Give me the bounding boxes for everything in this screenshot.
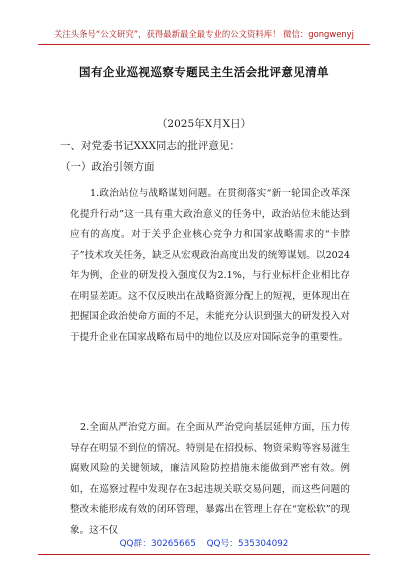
document-date: （2025年X月X日） (156, 118, 252, 130)
subsection-heading: （一）政治引领方面 (60, 161, 155, 173)
document-title: 国有企业巡视巡察专题民主生活会批评意见清单 (79, 65, 329, 79)
header-divider (38, 44, 370, 45)
body-paragraph-1: 1.政治站位与战略谋划问题。在贯彻落实“新一轮国企改革深化提升行动”这一具有重大政治意义的任务中，政治站位未能达到应有的高度。对于关乎企业核心竞争力和国家战略需求的“卡脖子”技术攻关任务，缺乏从宏观政治高度出发的统筹谋划。以2024年为例，企业的研发投入强度仅为2.1%，与行业标杆企业相比存在明显差距。这不仅反映出在战略资源分配上的短视，更体现出在把握国企政治使命方面的不足，未能充分认识到强大的研发投入对于提升企业在国家战略布局中的地位以及应对国际竞争的重要性。 (70, 188, 350, 343)
section-heading: 一、对党委书记XXX同志的批评意见： (60, 140, 240, 152)
footer-divider (38, 554, 370, 555)
promo-banner: 关注头条号“公文研究”，获得最新最全最专业的公文资料库！ 微信：gongwenyj (54, 29, 354, 39)
body-paragraph-2: 2.全面从严治党方面。在全面从严治党向基层延伸方面，压力传导存在明显不到位的情况。特别是在招投标、物资采购等容易滋生腐败风险的关键领域，廉洁风险防控措施未能做到严密有效。例如，在巡察过程中发现存在3起违规关联交易问题，而这些问题的整改未能形成有效的闭环管理，暴露出在管理上存在“宽松软”的现象。这不仅 (70, 422, 350, 536)
footer-contact: QQ群：30265665 QQ号：535304092 (119, 539, 289, 549)
